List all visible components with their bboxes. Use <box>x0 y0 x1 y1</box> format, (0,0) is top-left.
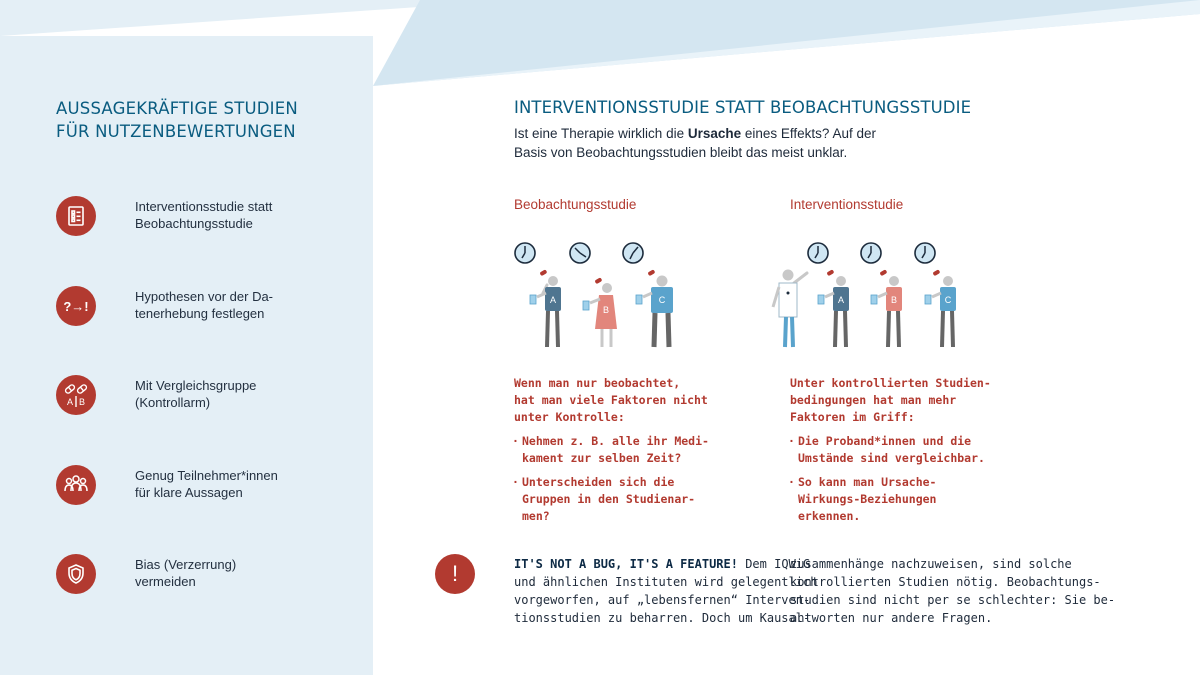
clock-icon <box>515 243 535 263</box>
intro-line <box>514 124 876 143</box>
label-line: (Kontrollarm) <box>135 395 211 410</box>
footer-line: vorgeworfen, auf „lebensfernen“ Interven- <box>514 593 811 607</box>
person-b-figure <box>583 277 617 347</box>
exclamation-icon <box>435 554 475 594</box>
person-label: B <box>890 295 898 305</box>
person-a-figure <box>818 269 849 347</box>
person-label: C <box>944 295 952 305</box>
label-line: Hypothesen vor der Da- <box>135 289 274 304</box>
clock-icon <box>861 243 881 263</box>
main-title: INTERVENTIONSSTUDIE STATT BEOBACHTUNGSSTUDIE <box>514 98 972 117</box>
sidebar-item-intervention <box>56 196 356 236</box>
text-line: hat man viele Faktoren nicht <box>514 393 708 407</box>
intro-text <box>514 124 876 162</box>
footer-text-left <box>514 555 817 627</box>
bullet-item <box>790 433 991 467</box>
person-c-figure <box>925 269 956 347</box>
checklist-icon <box>56 196 96 236</box>
person-label: A <box>837 295 845 305</box>
sidebar-title-line: AUSSAGEKRÄFTIGE STUDIEN <box>56 99 298 118</box>
footer-text-part: Dem IQWiG <box>737 557 811 571</box>
footer-text-right <box>790 555 1115 627</box>
intervention-text <box>790 375 991 525</box>
pills-ab-icon <box>56 375 96 415</box>
clock-icon <box>915 243 935 263</box>
label-line: Genug Teilnehmer*innen <box>135 468 278 483</box>
footer-line: und ähnlichen Instituten wird gelegentlich <box>514 575 818 589</box>
bullet-line: Wirkungs-Beziehungen <box>798 492 937 506</box>
person-b-figure <box>871 269 902 347</box>
clock-icon <box>570 243 590 263</box>
intro-text-part: Ist eine Therapie wirklich die <box>514 126 688 141</box>
sidebar-item-label <box>135 467 278 501</box>
sidebar-item-label <box>135 377 256 411</box>
sidebar-item-control-group <box>56 375 356 415</box>
bullet-line: kament zur selben Zeit? <box>522 451 682 465</box>
bullet-line: erkennen. <box>798 509 861 523</box>
footer-line <box>514 555 817 573</box>
intro-text-part: eines Effekts? Auf der <box>741 126 876 141</box>
label-line: vermeiden <box>135 574 196 589</box>
observation-text <box>514 375 709 525</box>
sidebar-item-participants <box>56 465 356 505</box>
sidebar-item-label <box>135 198 272 232</box>
intervention-heading: Interventionsstudie <box>790 197 904 212</box>
text-line: unter Kontrolle: <box>514 410 625 424</box>
footer-line: tionsstudien zu beharren. Doch um Kausal- <box>514 611 811 625</box>
bullet-item <box>514 474 709 525</box>
footer-highlight: IT'S NOT A BUG, IT'S A FEATURE! <box>514 557 738 571</box>
exclamation-icon-text: ! <box>451 561 459 586</box>
person-label: C <box>658 295 666 305</box>
person-a-figure <box>530 269 561 347</box>
label-line: tenerhebung festlegen <box>135 306 265 321</box>
text-line: Wenn man nur beobachtet, <box>514 376 681 390</box>
label-line: für klare Aussagen <box>135 485 243 500</box>
shield-icon <box>56 554 96 594</box>
doctor-figure <box>773 270 807 348</box>
hypothesis-icon-text: ?→! <box>63 298 89 314</box>
label-line: Bias (Verzerrung) <box>135 557 237 572</box>
label-line: Mit Vergleichsgruppe <box>135 378 257 393</box>
person-label: A <box>549 295 557 305</box>
clock-icon <box>808 243 828 263</box>
sidebar-item-bias <box>56 554 356 594</box>
bullet-item <box>514 433 709 467</box>
sidebar-title-line: FÜR NUTZENBEWERTUNGEN <box>56 122 296 141</box>
sidebar-item-label <box>135 556 236 590</box>
sidebar-title <box>56 97 298 143</box>
footer-line: studien sind nicht per se schlechter: Sie be- <box>790 593 1116 607</box>
footer-line: kontrollierten Studien nötig. Beobachtungs- <box>790 575 1101 589</box>
bullet-line: · So kann man Ursache- <box>798 475 937 489</box>
bullet-line: men? <box>522 509 550 523</box>
sidebar-item-label <box>135 288 273 322</box>
person-label: B <box>602 305 610 315</box>
intervention-illustration <box>765 235 970 355</box>
intro-bold-word: Ursache <box>687 126 742 141</box>
text-line: Unter kontrollierten Studien- <box>790 376 991 390</box>
observation-illustration <box>505 235 695 355</box>
text-line: Faktoren im Griff: <box>790 410 915 424</box>
bullet-line: · Nehmen z. B. alle ihr Medi- <box>522 434 709 448</box>
person-c-figure <box>636 269 673 347</box>
group-people-icon <box>56 465 96 505</box>
bullet-item <box>790 474 991 525</box>
hypothesis-icon <box>56 286 96 326</box>
sidebar-item-hypotheses <box>56 286 356 326</box>
label-line: Beobachtungsstudie <box>135 216 253 231</box>
footer-line: antworten nur andere Fragen. <box>790 611 993 625</box>
pill-label-a: A <box>66 397 74 407</box>
intro-line: Basis von Beobachtungsstudien bleibt das meist unklar. <box>514 145 848 160</box>
observation-heading: Beobachtungsstudie <box>514 197 637 212</box>
bullet-line: Gruppen in den Studienar- <box>522 492 696 506</box>
footer-line: zusammenhänge nachzuweisen, sind solche <box>790 557 1072 571</box>
text-line: bedingungen hat man mehr <box>790 393 957 407</box>
bullet-line: · Unterscheiden sich die <box>522 475 675 489</box>
pill-label-b: B <box>78 397 86 407</box>
clock-icon <box>623 243 643 263</box>
label-line: Interventionsstudie statt <box>135 199 273 214</box>
bullet-line: · Die Proband*innen und die <box>798 434 972 448</box>
bullet-line: Umstände sind vergleichbar. <box>798 451 985 465</box>
